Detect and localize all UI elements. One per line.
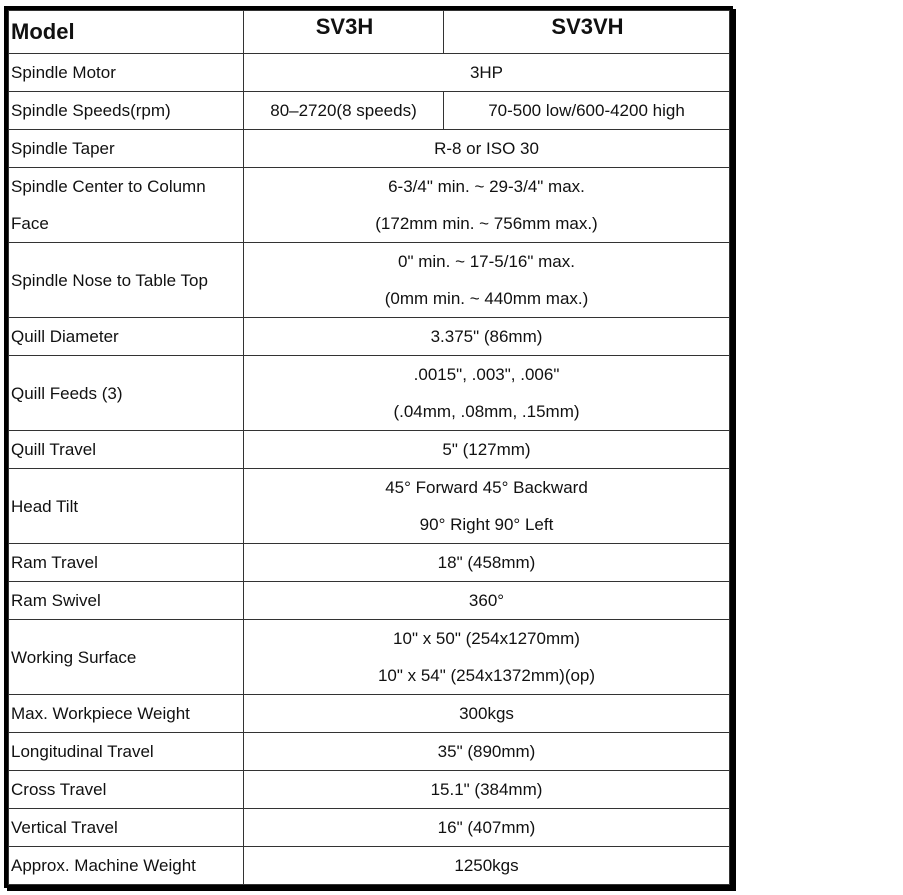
row-label: Head Tilt bbox=[9, 469, 244, 544]
table-row bbox=[9, 356, 730, 431]
table-row bbox=[9, 544, 730, 582]
table-row bbox=[9, 318, 730, 356]
row-label: Working Surface bbox=[9, 620, 244, 695]
row-label: Ram Swivel bbox=[9, 582, 244, 620]
table-row bbox=[9, 582, 730, 620]
row-label: Max. Workpiece Weight bbox=[9, 695, 244, 733]
header-sv3h: SV3H bbox=[244, 11, 444, 54]
row-value-line: 6-3/4" min. ~ 29-3/4" max. bbox=[388, 177, 585, 196]
spec-table bbox=[8, 10, 730, 885]
row-label: Spindle Speeds(rpm) bbox=[9, 92, 244, 130]
row-value-line: 0" min. ~ 17-5/16" max. bbox=[398, 252, 575, 271]
row-value-line: (.04mm, .08mm, .15mm) bbox=[393, 402, 580, 421]
row-value: 3.375" (86mm) bbox=[244, 318, 730, 356]
table-row bbox=[9, 733, 730, 771]
table-header-row bbox=[9, 11, 730, 54]
row-value: 300kgs bbox=[244, 695, 730, 733]
row-label-line: Spindle Center to Column bbox=[11, 177, 206, 196]
row-value bbox=[244, 243, 730, 318]
row-value bbox=[244, 620, 730, 695]
spec-table-frame bbox=[4, 6, 733, 888]
row-value: 35" (890mm) bbox=[244, 733, 730, 771]
row-label: Spindle Nose to Table Top bbox=[9, 243, 244, 318]
table-row bbox=[9, 168, 730, 243]
table-row bbox=[9, 431, 730, 469]
table-row bbox=[9, 620, 730, 695]
row-value: R-8 or ISO 30 bbox=[244, 130, 730, 168]
table-row bbox=[9, 469, 730, 544]
row-value-line: (172mm min. ~ 756mm max.) bbox=[375, 214, 598, 233]
row-label: Cross Travel bbox=[9, 771, 244, 809]
row-label: Quill Diameter bbox=[9, 318, 244, 356]
table-row bbox=[9, 243, 730, 318]
row-label: Quill Travel bbox=[9, 431, 244, 469]
row-label bbox=[9, 168, 244, 243]
row-label-line: Face bbox=[11, 214, 49, 233]
header-sv3vh: SV3VH bbox=[444, 11, 730, 54]
row-value-line: 45° Forward 45° Backward bbox=[385, 478, 588, 497]
table-row bbox=[9, 695, 730, 733]
row-value: 16" (407mm) bbox=[244, 809, 730, 847]
row-label: Longitudinal Travel bbox=[9, 733, 244, 771]
row-value-line: (0mm min. ~ 440mm max.) bbox=[384, 289, 589, 308]
row-value-line: 90° Right 90° Left bbox=[419, 515, 554, 534]
row-label: Approx. Machine Weight bbox=[9, 847, 244, 885]
row-value-line: .0015", .003", .006" bbox=[413, 365, 560, 384]
header-model-label: Model bbox=[9, 11, 244, 54]
row-label: Ram Travel bbox=[9, 544, 244, 582]
table-row bbox=[9, 54, 730, 92]
row-value-sv3vh: 70-500 low/600-4200 high bbox=[444, 92, 730, 130]
row-value bbox=[244, 469, 730, 544]
row-value: 1250kgs bbox=[244, 847, 730, 885]
row-value-line: 10" x 54" (254x1372mm)(op) bbox=[377, 666, 596, 685]
row-value: 5" (127mm) bbox=[244, 431, 730, 469]
row-label: Quill Feeds (3) bbox=[9, 356, 244, 431]
table-row bbox=[9, 809, 730, 847]
table-row bbox=[9, 847, 730, 885]
table-row bbox=[9, 130, 730, 168]
table-row bbox=[9, 92, 730, 130]
row-label: Vertical Travel bbox=[9, 809, 244, 847]
row-value-line: 10" x 50" (254x1270mm) bbox=[393, 629, 580, 648]
row-value: 3HP bbox=[244, 54, 730, 92]
row-label: Spindle Motor bbox=[9, 54, 244, 92]
table-row bbox=[9, 771, 730, 809]
row-value bbox=[244, 356, 730, 431]
row-label: Spindle Taper bbox=[9, 130, 244, 168]
row-value-sv3h: 80–2720(8 speeds) bbox=[244, 92, 444, 130]
row-value: 18" (458mm) bbox=[244, 544, 730, 582]
row-value: 15.1" (384mm) bbox=[244, 771, 730, 809]
row-value bbox=[244, 168, 730, 243]
row-value: 360° bbox=[244, 582, 730, 620]
